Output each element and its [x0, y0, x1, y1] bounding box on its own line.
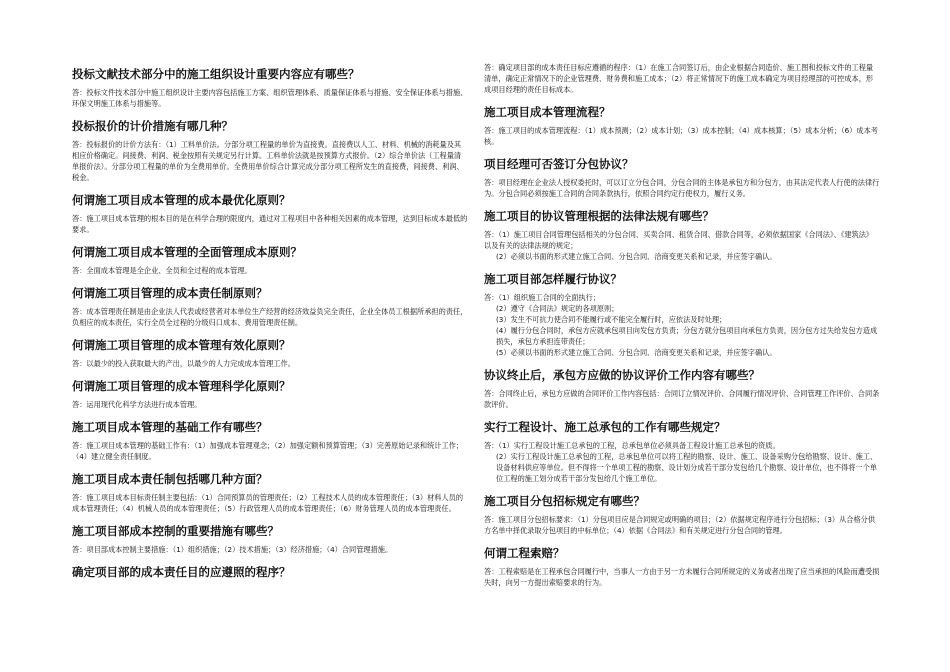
answer-line: 答：（1）施工项目合同管理包括相关的分包合同、买卖合同、租赁合同、借款合同等，必须依据国家《合同法》、《建筑法》以及有关的法律法规的规定； [484, 230, 874, 250]
question-heading: 施工项目成本管理的基础工作有哪些？ [72, 420, 268, 434]
question-heading: 何谓施工项目管理的成本管理有效化原则？ [72, 338, 291, 352]
right-column [484, 62, 880, 588]
answer-text [72, 358, 468, 369]
answer-text [484, 177, 880, 199]
answer-line: 答：项目部成本控制主要措施：（1）组织措施；（2）技术措施；（3）经济措施；（4）合同管理措施。 [72, 545, 393, 554]
answer-text [484, 62, 880, 95]
question-heading: 施工项目的协议管理根据的法律法规有哪些？ [484, 209, 714, 223]
answer-text [72, 440, 468, 462]
answer-line: 答：成本管理责任制是由企业法人代表或经营者对本单位生产经营的经济效益负完全责任，企业全体员工根据所承担的责任，负相应的成本责任，实行全员全过程的分级归口成本、费用管理责任制。 [72, 307, 468, 327]
question-heading: 施工项目分包招标规定有哪些？ [484, 494, 645, 508]
answer-line: 答：施工项目成本管理的根本目的是在科学合理的限度内，通过对工程项目中各种相关因素的成本管理，达到目标成本最低的要求。 [72, 214, 468, 234]
question-heading: 何谓施工项目管理的成本管理科学化原则？ [72, 379, 291, 393]
answer-line: 答：以最少的投入获取最大的产出，以最少的人力完成成本管理工作。 [72, 359, 295, 368]
answer-line: 答：全面成本管理是全企业、全员和全过程的成本管理。 [72, 266, 252, 275]
answer-text [72, 492, 468, 514]
question-heading: 投标报价的计价措施有哪几种？ [72, 119, 233, 133]
answer-line: (2）必须以书面的形式建立施工合同、分包合同、洽商变更关系和记录，并应签字确认。 [496, 252, 777, 261]
answer-text [484, 292, 880, 358]
answer-line: (5）必须以书面的形式建立施工合同、分包合同、洽商变更关系和记录，并应签字确认。 [496, 348, 777, 357]
answer-text [72, 399, 468, 410]
answer-line: 答：合同终止后，承包方应做的合同评价工作内容包括：合同订立情况评价、合同履行情况评价、合同管理工作评价、合同条款评价。 [484, 389, 880, 409]
question-heading: 施工项目成本责任制包括哪几种方面？ [72, 472, 268, 486]
answer-line: 答：施工项目成本管理的基础工作有：（1）加强成本管理观念；（2）加强定额和预算管理；（3）完善原始记录和统计工作；（4）建立健全责任制度。 [72, 441, 464, 461]
question-heading: 何谓施工项目管理的成本责任制原则？ [72, 286, 268, 300]
answer-line: 答：工程索赔是在工程承包合同履行中，当事人一方由于另一方未履行合同所规定的义务或者出现了应当承担的风险而遭受损失时，向另一方提出索赔要求的行为。 [484, 567, 880, 587]
answer-line: 答：施工项目的成本管理流程：（1）成本预测；（2）成本计划；（3）成本控制；（4）成本核算；（5）成本分析；（6）成本考核。 [484, 126, 878, 146]
answer-line: 答：（1）组织施工合同的全面执行； [484, 293, 600, 302]
answer-text [72, 265, 468, 276]
question-heading: 项目经理可否签订分包协议？ [484, 157, 634, 171]
answer-text [72, 544, 468, 555]
answer-line: 答：项目经理在企业法人授权委托时，可以订立分包合同，分包合同的主体是承包方和分包方，由其法定代表人行使的法律行为。分包合同必须按施工合同的合同条款执行，依照合同约定行使权力，履行义务。 [484, 178, 880, 198]
answer-line: (4）履行分包合同时，承包方应就承包项目向发包方负责；分包方就分包项目向承包方负责，因分包方过失给发包方造成损失，承包方承担连带责任； [496, 326, 878, 346]
answer-text [484, 514, 880, 536]
answer-line: (2）实行工程设计施工总承包的工程，总承包单位可以将工程的勘察、设计、施工、设备采购分包给勘察、设计、施工、设备材料供应等单位。但不得将一个单项工程的勘察、设计划分成若干部分发包给几个勘察、设计单位，也不得将一个单位工程的施工划分成若干部分发包给几个施工单位。 [496, 452, 878, 483]
question-heading: 实行工程设计、施工总承包的工作有哪些规定？ [484, 420, 726, 434]
question-heading: 施工项目部成本控制的重要措施有哪些？ [72, 524, 279, 538]
answer-text [72, 87, 468, 109]
question-heading: 施工项目部怎样履行协议？ [484, 272, 622, 286]
question-heading: 协议终止后，承包方应做的协议评价工作内容有哪些？ [484, 368, 760, 382]
question-heading: 投标文献技术部分中的施工组织设计重要内容应有哪些？ [72, 67, 360, 81]
answer-line: (2）遵守《合同法》规定的各项原则； [496, 304, 619, 313]
answer-text [484, 440, 880, 484]
answer-line: 答：施工项目分包招标要求：（1）分包项目应是合同规定或明确的项目；（2）依据规定程序进行分包招标；（3）从合格分供方名单中择优录取分包项目的中标单位；（4）依据《合同法》和有关规定进行分包合同的管理。 [484, 515, 876, 535]
answer-text [72, 306, 468, 328]
question-heading: 何谓施工项目成本管理的成本最优化原则？ [72, 193, 291, 207]
answer-line: 答：（1）实行工程设计施工总承包的工程，总承包单位必须具备工程设计施工总承包的资质。 [484, 441, 780, 450]
question-heading: 施工项目成本管理流程？ [484, 105, 611, 119]
question-heading: 何谓工程索赔？ [484, 546, 565, 560]
answer-text [72, 213, 468, 235]
answer-text [72, 139, 468, 183]
answer-line: 答：施工项目成本目标责任制主要包括：（1）合同预算员的管理责任；（2）工程技术人员的成本管理责任；（3）材料人员的成本管理责任；（4）机械人员的成本管理责任；（5）行政管理人员的成本管理责任；（6）财务管理人员的成本管理责任。 [72, 493, 464, 513]
answer-text [484, 566, 880, 588]
answer-line: 答：运用现代化科学方法进行成本管理。 [72, 400, 202, 409]
answer-text [484, 229, 880, 262]
answer-line: 答：投标报价的计价方法有：（1）工料单价法。分部分项工程量的单价为直接费。直接费以人工、材料、机械的消耗量及其相应价格确定。间接费、利润、税金按照有关规定另行计算。工料单价法就是按预算方式报价。（2）综合单价法（工程量清单报价法）。分部分项工程量的单价为全费用单价。全费用单价综合计算完成分部分项工程所发生的直接费，间接费、利润、税金。 [72, 140, 464, 182]
question-heading: 确定项目部的成本责任目的应遵照的程序？ [72, 565, 291, 579]
left-column [72, 64, 468, 585]
answer-line: 答：确定项目部的成本责任目标应遵循的程序：（1）在施工合同签订后，由企业根据合同造价、施工图和投标文件的工程量清单，确定正常情况下的企业管理费、财务费和施工成本；（2）将正常情况下的施工成本确定为项目经理部的可控成本，形成项目经理的责任目标成本。 [484, 63, 874, 94]
answer-line: (3）发生不可抗力使合同不能履行或不能完全履行时，应依法及时处理； [496, 315, 727, 324]
answer-line: 答：投标文件技术部分中施工组织设计主要内容包括施工方案、组织管理体系、质量保证体系与措施、安全保证体系与措施、环保文明施工体系与措施等。 [72, 88, 468, 108]
answer-text [484, 125, 880, 147]
answer-text [484, 388, 880, 410]
question-heading: 何谓施工项目成本管理的全面管理成本原则？ [72, 245, 302, 259]
